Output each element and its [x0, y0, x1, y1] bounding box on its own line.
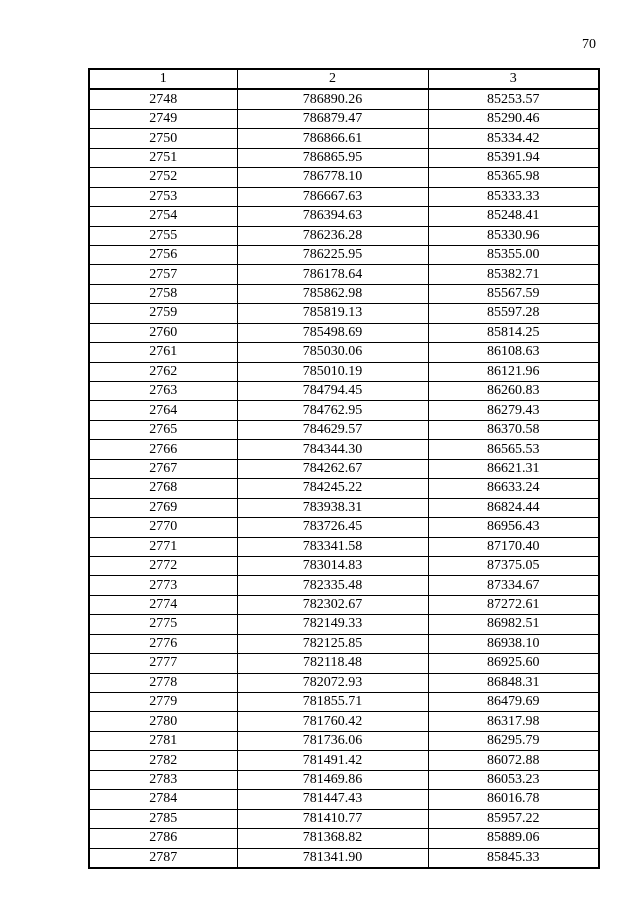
table-cell-col-3: 86108.63	[428, 343, 599, 362]
table-header-row	[89, 69, 599, 89]
table-cell-col-3: 85957.22	[428, 809, 599, 828]
table-row	[89, 770, 599, 789]
table-row	[89, 265, 599, 284]
table-row	[89, 654, 599, 673]
table-cell-col-2: 785498.69	[237, 323, 428, 342]
table-cell-col-3: 87272.61	[428, 595, 599, 614]
column-header-3: 3	[428, 69, 599, 89]
table-cell-col-2: 784245.22	[237, 479, 428, 498]
table-cell-col-3: 86072.88	[428, 751, 599, 770]
table-cell-col-3: 86260.83	[428, 382, 599, 401]
table-cell-col-3: 85889.06	[428, 829, 599, 848]
table-row	[89, 168, 599, 187]
table-cell-col-2: 782072.93	[237, 673, 428, 692]
table-cell-col-3: 86956.43	[428, 518, 599, 537]
table-row	[89, 382, 599, 401]
table-row	[89, 187, 599, 206]
table-cell-col-1: 2759	[89, 304, 237, 323]
table-cell-col-1: 2751	[89, 148, 237, 167]
table-cell-col-3: 85248.41	[428, 207, 599, 226]
table-cell-col-2: 782125.85	[237, 634, 428, 653]
table-cell-col-3: 86824.44	[428, 498, 599, 517]
table-cell-col-2: 783014.83	[237, 556, 428, 575]
table-row	[89, 362, 599, 381]
table-row	[89, 323, 599, 342]
table-cell-col-3: 86938.10	[428, 634, 599, 653]
table-cell-col-2: 781491.42	[237, 751, 428, 770]
table-row	[89, 615, 599, 634]
table-row	[89, 731, 599, 750]
table-cell-col-3: 86982.51	[428, 615, 599, 634]
table-cell-col-1: 2786	[89, 829, 237, 848]
table-row	[89, 343, 599, 362]
table-cell-col-3: 86925.60	[428, 654, 599, 673]
table-cell-col-2: 785819.13	[237, 304, 428, 323]
table-cell-col-2: 783938.31	[237, 498, 428, 517]
table-cell-col-3: 86053.23	[428, 770, 599, 789]
coordinates-table	[88, 68, 600, 869]
table-cell-col-3: 86848.31	[428, 673, 599, 692]
table-cell-col-1: 2779	[89, 693, 237, 712]
table-row	[89, 848, 599, 868]
table-cell-col-1: 2748	[89, 89, 237, 109]
table-cell-col-2: 781368.82	[237, 829, 428, 848]
table-cell-col-1: 2776	[89, 634, 237, 653]
table-row	[89, 207, 599, 226]
table-cell-col-2: 784344.30	[237, 440, 428, 459]
table-cell-col-1: 2785	[89, 809, 237, 828]
table-cell-col-1: 2782	[89, 751, 237, 770]
table-cell-col-3: 85391.94	[428, 148, 599, 167]
table-row	[89, 129, 599, 148]
column-header-1: 1	[89, 69, 237, 89]
table-cell-col-2: 786890.26	[237, 89, 428, 109]
table-cell-col-1: 2757	[89, 265, 237, 284]
table-row	[89, 245, 599, 264]
table-cell-col-1: 2778	[89, 673, 237, 692]
table-cell-col-1: 2754	[89, 207, 237, 226]
table-cell-col-3: 86370.58	[428, 420, 599, 439]
table-cell-col-2: 786667.63	[237, 187, 428, 206]
table-cell-col-3: 85597.28	[428, 304, 599, 323]
table-cell-col-1: 2777	[89, 654, 237, 673]
table-row	[89, 479, 599, 498]
table-cell-col-3: 86295.79	[428, 731, 599, 750]
table-cell-col-1: 2753	[89, 187, 237, 206]
table-cell-col-2: 786778.10	[237, 168, 428, 187]
table-header	[89, 69, 599, 89]
table-cell-col-2: 786394.63	[237, 207, 428, 226]
table-cell-col-1: 2756	[89, 245, 237, 264]
table-cell-col-2: 783341.58	[237, 537, 428, 556]
table-cell-col-2: 786866.61	[237, 129, 428, 148]
table-row	[89, 829, 599, 848]
table-cell-col-2: 781760.42	[237, 712, 428, 731]
table-cell-col-2: 781447.43	[237, 790, 428, 809]
table-row	[89, 109, 599, 128]
table-cell-col-3: 86621.31	[428, 459, 599, 478]
column-header-2: 2	[237, 69, 428, 89]
table-cell-col-1: 2780	[89, 712, 237, 731]
table-cell-col-1: 2775	[89, 615, 237, 634]
table-cell-col-2: 786178.64	[237, 265, 428, 284]
table-cell-col-2: 781410.77	[237, 809, 428, 828]
table-row	[89, 226, 599, 245]
table-row	[89, 673, 599, 692]
table-cell-col-2: 785030.06	[237, 343, 428, 362]
table-row	[89, 751, 599, 770]
table-cell-col-3: 85567.59	[428, 284, 599, 303]
table-cell-col-1: 2761	[89, 343, 237, 362]
table-cell-col-2: 782149.33	[237, 615, 428, 634]
table-row	[89, 518, 599, 537]
table-row	[89, 89, 599, 109]
table-body	[89, 89, 599, 868]
table-row	[89, 459, 599, 478]
table-cell-col-3: 85330.96	[428, 226, 599, 245]
table-cell-col-1: 2758	[89, 284, 237, 303]
table-cell-col-2: 781469.86	[237, 770, 428, 789]
table-row	[89, 790, 599, 809]
table-row	[89, 556, 599, 575]
table-row	[89, 420, 599, 439]
table-cell-col-2: 786236.28	[237, 226, 428, 245]
coordinates-table-container	[88, 68, 598, 869]
table-cell-col-1: 2762	[89, 362, 237, 381]
table-cell-col-1: 2787	[89, 848, 237, 868]
table-cell-col-2: 784794.45	[237, 382, 428, 401]
table-cell-col-3: 87170.40	[428, 537, 599, 556]
table-cell-col-3: 87334.67	[428, 576, 599, 595]
table-row	[89, 401, 599, 420]
table-cell-col-1: 2783	[89, 770, 237, 789]
table-row	[89, 634, 599, 653]
table-cell-col-2: 782302.67	[237, 595, 428, 614]
table-cell-col-2: 784762.95	[237, 401, 428, 420]
table-cell-col-2: 781341.90	[237, 848, 428, 868]
table-cell-col-1: 2763	[89, 382, 237, 401]
table-cell-col-3: 86279.43	[428, 401, 599, 420]
table-cell-col-3: 85355.00	[428, 245, 599, 264]
table-cell-col-3: 85365.98	[428, 168, 599, 187]
table-row	[89, 595, 599, 614]
table-cell-col-3: 85814.25	[428, 323, 599, 342]
table-cell-col-2: 784629.57	[237, 420, 428, 439]
table-row	[89, 304, 599, 323]
table-cell-col-3: 87375.05	[428, 556, 599, 575]
table-cell-col-1: 2772	[89, 556, 237, 575]
table-cell-col-1: 2769	[89, 498, 237, 517]
table-cell-col-1: 2765	[89, 420, 237, 439]
table-row	[89, 537, 599, 556]
table-cell-col-3: 86479.69	[428, 693, 599, 712]
table-cell-col-3: 85333.33	[428, 187, 599, 206]
table-cell-col-3: 85290.46	[428, 109, 599, 128]
table-cell-col-2: 783726.45	[237, 518, 428, 537]
table-row	[89, 809, 599, 828]
table-cell-col-1: 2767	[89, 459, 237, 478]
table-cell-col-2: 786225.95	[237, 245, 428, 264]
table-cell-col-2: 786865.95	[237, 148, 428, 167]
page-number: 70	[582, 37, 596, 52]
table-row	[89, 498, 599, 517]
table-cell-col-3: 85845.33	[428, 848, 599, 868]
table-cell-col-1: 2752	[89, 168, 237, 187]
table-cell-col-2: 785862.98	[237, 284, 428, 303]
table-cell-col-3: 85334.42	[428, 129, 599, 148]
table-cell-col-3: 86633.24	[428, 479, 599, 498]
table-cell-col-1: 2750	[89, 129, 237, 148]
table-cell-col-2: 786879.47	[237, 109, 428, 128]
table-cell-col-3: 85253.57	[428, 89, 599, 109]
table-row	[89, 440, 599, 459]
table-cell-col-1: 2781	[89, 731, 237, 750]
table-cell-col-3: 86565.53	[428, 440, 599, 459]
table-cell-col-1: 2760	[89, 323, 237, 342]
table-cell-col-1: 2764	[89, 401, 237, 420]
table-cell-col-1: 2768	[89, 479, 237, 498]
table-cell-col-2: 784262.67	[237, 459, 428, 478]
table-row	[89, 712, 599, 731]
table-cell-col-3: 86317.98	[428, 712, 599, 731]
table-cell-col-3: 86121.96	[428, 362, 599, 381]
table-cell-col-2: 782118.48	[237, 654, 428, 673]
table-cell-col-1: 2749	[89, 109, 237, 128]
table-cell-col-2: 782335.48	[237, 576, 428, 595]
table-cell-col-3: 86016.78	[428, 790, 599, 809]
table-cell-col-2: 781736.06	[237, 731, 428, 750]
table-cell-col-1: 2766	[89, 440, 237, 459]
table-cell-col-3: 85382.71	[428, 265, 599, 284]
table-row	[89, 693, 599, 712]
table-cell-col-1: 2771	[89, 537, 237, 556]
table-cell-col-1: 2770	[89, 518, 237, 537]
table-cell-col-2: 781855.71	[237, 693, 428, 712]
table-row	[89, 148, 599, 167]
table-cell-col-1: 2774	[89, 595, 237, 614]
table-row	[89, 576, 599, 595]
table-cell-col-1: 2773	[89, 576, 237, 595]
table-cell-col-1: 2755	[89, 226, 237, 245]
table-row	[89, 284, 599, 303]
table-cell-col-1: 2784	[89, 790, 237, 809]
table-cell-col-2: 785010.19	[237, 362, 428, 381]
